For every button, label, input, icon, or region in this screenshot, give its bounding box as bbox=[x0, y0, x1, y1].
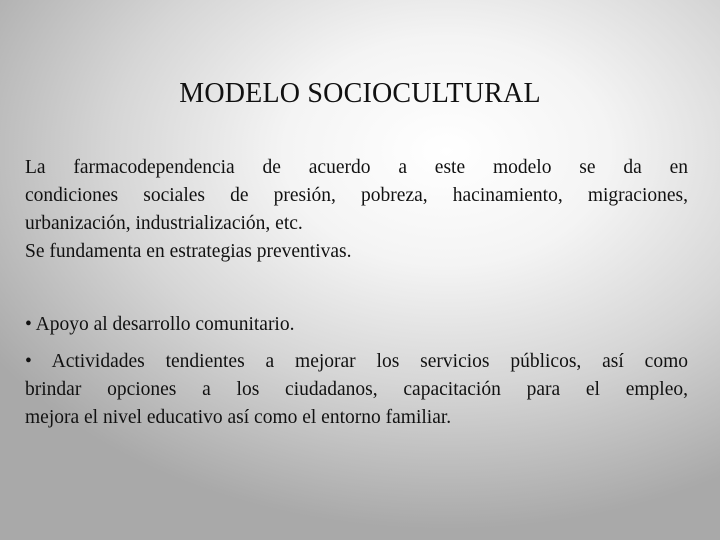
intro-line-1: La farmacodependencia de acuerdo a este modelo se da en bbox=[25, 157, 688, 178]
bullet-2-line-1: • Actividades tendientes a mejorar los servicios públicos, así como bbox=[25, 351, 688, 372]
intro-line-2: condiciones sociales de presión, pobreza, hacinamiento, migraciones, bbox=[25, 185, 688, 206]
intro-line-4: Se fundamenta en estrategias preventivas. bbox=[25, 241, 352, 262]
bullet-item-2 bbox=[25, 348, 688, 432]
bullet-item-1 bbox=[25, 311, 688, 339]
bullet-2-line-3: mejora el nivel educativo así como el entorno familiar. bbox=[25, 407, 452, 428]
intro-line-3: urbanización, industrialización, etc. bbox=[25, 213, 303, 234]
bullet-1-line-1: • Apoyo al desarrollo comunitario. bbox=[25, 314, 295, 335]
bullet-2-line-2: brindar opciones a los ciudadanos, capacitación para el empleo, bbox=[25, 379, 688, 400]
intro-paragraph bbox=[25, 154, 688, 266]
slide-title: MODELO SOCIOCULTURAL bbox=[179, 78, 541, 109]
